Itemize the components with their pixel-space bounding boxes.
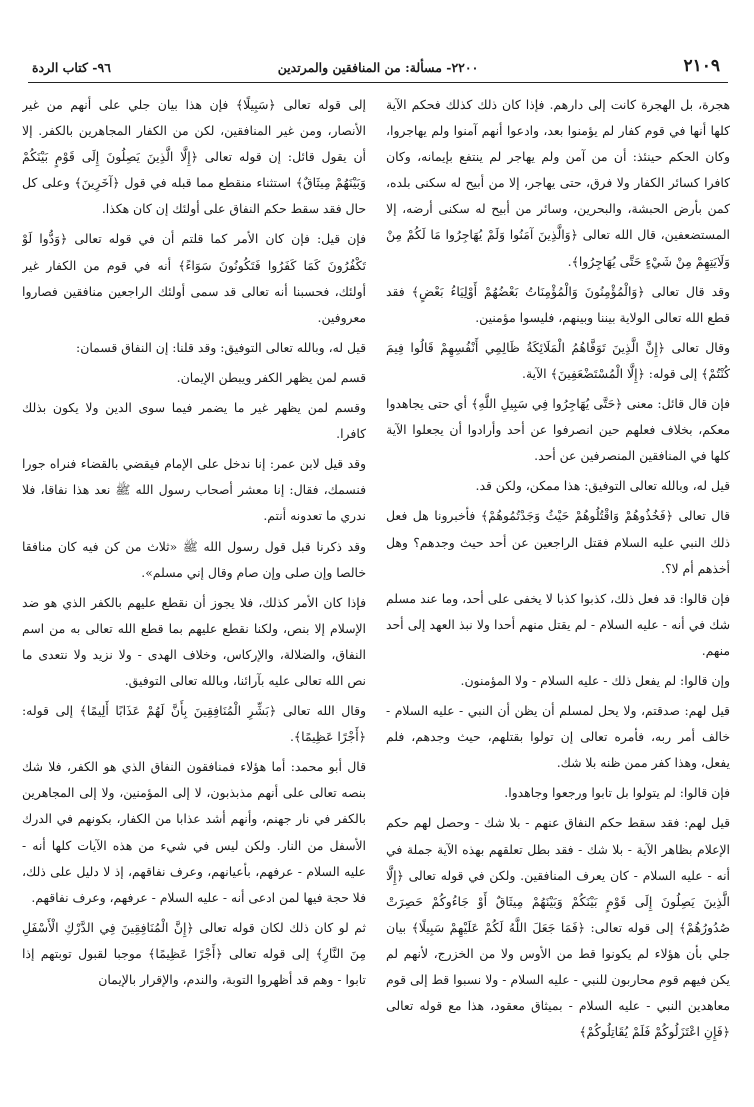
paragraph: وقال تعالى ﴿إِنَّ الَّذِينَ تَوَفَّاهُمُ الْمَلَائِكَةُ ظَالِمِي أَنْفُسِهِمْ قَالُوا فِيمَ كُنْتُمْ﴾ إلى قوله: ﴿إِلَّا الْمُسْتَضْعَفِينَ﴾ الآية. [386,339,730,381]
paragraph: إلى قوله تعالى ﴿سَبِيلًا﴾ فإن هذا بيان جلي على أنهم من غير الأنصار، ومن غير المنافقين، لكن من الكفار المجاهرين بالكفر. إلا أن يقول قائل: إن قوله تعالى ﴿إِلَّا الَّذِينَ يَصِلُونَ إِلَى قَوْمٍ بَيْنَكُمْ وَبَيْنَهُمْ مِيثَاقٌ﴾ استثناء منقطع مما قبله في قول ﴿آخَرِينَ﴾ وعلى كل حال فقد سقط حكم النفاق على أولئك إن كان هكذا. [22,97,366,217]
book-title: ٩٦- كتاب الردة [32,60,111,75]
paragraph: قسم لمن يظهر الكفر ويبطن الإيمان. [176,369,366,385]
paragraph: ثم لو كان ذلك لكان قوله تعالى ﴿إِنَّ الْمُنَافِقِينَ فِي الدَّرْكِ الْأَسْفَلِ مِنَ النَّارِ﴾ إلى قوله تعالى ﴿أَجْرًا عَظِيمًا﴾ موجبا لقبول توبتهم إذا تابوا - وهم قد أظهروا التوبة، والندم، والإقرار بالإيمان [22,919,366,987]
paragraph: قيل لهم: فقد سقط حكم النفاق عنهم - بلا شك - وحصل لهم حكم الإعلام بظاهر الآية - بلا شك - فقد بطل تعلقهم بهذه الآية جملة في أنه - عليه السلام - كان يعرف المنافقين. ولكن في قوله تعالى ﴿إِلَّا الَّذِينَ يَصِلُونَ إِلَى قَوْمٍ بَيْنَكُمْ وَبَيْنَهُمْ مِيثَاقٌ أَوْ جَاءُوكُمْ حَصِرَتْ صُدُورُهُمْ﴾ إلى قوله تعالى: ﴿فَمَا جَعَلَ اللَّهُ لَكُمْ عَلَيْهِمْ سَبِيلًا﴾ بيان جلي بأن هؤلاء لم يكونوا قط من الأوس ولا من الخزرج، لأنهم لم يكن فيهم قوم محاربون للنبي - عليه السلام - ولا نسبوا قط إلى قوم معاهدين النبي - عليه السلام - بميثاق معقود، هذا مع قوله تعالى ﴿فَإِنِ اعْتَزَلُوكُمْ فَلَمْ يُقَاتِلُوكُمْ﴾ [386,815,730,1040]
paragraph: فإن قالوا: قد فعل ذلك، كذبوا كذبا لا يخفى على أحد، وما عند مسلم شك في أنه - عليه السلام - لم يقتل منهم أحدا ولا نبذ العهد إلى أحد منهم. [386,590,730,658]
paragraph: فإن قال قائل: معنى ﴿حَتَّى يُهَاجِرُوا فِي سَبِيلِ اللَّهِ﴾ أي حتى يجاهدوا معكم، بخلاف فعلهم حين انصرفوا عن أحد وأرادوا أن يجعلوا الآية كلها في المنافقين المنصرفين عن أحد. [386,396,730,464]
section-title: ٢٢٠٠- مسألة: من المنافقين والمرتدين [277,60,479,75]
paragraph: وقد ذكرنا قبل قول رسول الله ﷺ «ثلاث من كن فيه كان منافقا خالصا وإن صلى وإن صام وقال إني مسلم». [22,538,366,580]
paragraph: قال أبو محمد: أما هؤلاء فمنافقون النفاق الذي هو الكفر، فلا شك بنصه تعالى على أنهم مذبذبون، لا إلى المؤمنين، ولا إلى المجاهرين بالكفر في نار جهنم، وأنهم أشد عذابا من الكفار، بكونهم في الدرك الأسفل من النار. ولكن ليس في شيء من هذه الآيات كلها أنه - عليه السلام - عرفهم، بأعيانهم، وعرف نفاقهم، إذ لا دليل على ذلك، فلا حجة فيها لمن ادعى أنه - عليه السلام - عرفهم، وعرف نفاقهم. [22,759,366,905]
paragraph: قال تعالى ﴿فَخُذُوهُمْ وَاقْتُلُوهُمْ حَيْثُ وَجَدْتُمُوهُمْ﴾ فأخبرونا هل فعل ذلك النبي عليه السلام فقتل الراجعين عن أحد حيث وجدهم؟ وهل أخذهم أم لا؟. [386,508,730,576]
paragraph: وإن قالوا: لم يفعل ذلك - عليه السلام - ولا المؤمنون. [460,672,730,688]
paragraph: فإن قيل: فإن كان الأمر كما قلتم أن في قوله تعالى ﴿وَدُّوا لَوْ تَكْفُرُونَ كَمَا كَفَرُوا فَتَكُونُونَ سَوَاءً﴾ أنه في قوم من الكفار غير أولئك، فحسبنا أنه تعالى قد سمى أولئك الراجعين منافقين فصاروا معروفين. [22,231,366,325]
left-text-column [22,92,366,1092]
paragraph: وقد قيل لابن عمر: إنا ندخل على الإمام فيقضي بالقضاء فنراه جورا فنسمك، فقال: إنا معشر أصحاب رسول الله ﷺ نعد هذا نفاقا، فلا ندري ما تعدونه أنتم. [22,456,366,524]
paragraph: قيل لهم: صدقتم، ولا يحل لمسلم أن يظن أن النبي - عليه السلام - خالف أمر ربه، فأمره تعالى إن تولوا بقتلهم، حيث وجدهم، فلم يفعل، وهذا كفر ممن ظنه بلا شك. [386,703,730,771]
paragraph: قيل له، وبالله تعالى التوفيق: وقد قلنا: إن النفاق قسمان: [76,339,366,355]
paragraph: فإذا كان الأمر كذلك، فلا يجوز أن نقطع عليهم بالكفر الذي هو ضد الإسلام إلا بنص، ولكنا نقطع عليهم بما قطع الله تعالى به من اسم النفاق، والضلالة، والإركاس، وخلاف الهدى - ولا نزيد ولا نتعدى ما نص الله تعالى عليه بآرائنا، وبالله تعالى التوفيق. [22,594,366,688]
paragraph: وقسم لمن يظهر غير ما يضمر فيما سوى الدين ولا يكون بذلك كافرا. [22,400,366,442]
right-text-column [386,92,730,1092]
paragraph: هجرة، بل الهجرة كانت إلى دارهم. فإذا كان ذلك كذلك فحكم الآية كلها أنها في قوم كفار لم يؤمنوا بعد، وادعوا أنهم آمنوا ولم يهاجروا، وكان الحكم حينئذ: أن من آمن ولم يهاجر لم ينتفع بإيمانه، وكان كافرا كسائر الكفار ولا فرق، حتى يهاجر، إلا من أبيح له سكنى بلده، كمن بأرض الحبشة، والبحرين، وسائر من أبيح له سكنى أرضه، إلا المستضعفين، قال الله تعالى ﴿وَالَّذِينَ آمَنُوا وَلَمْ يُهَاجِرُوا مَا لَكُمْ مِنْ وَلَايَتِهِمْ مِنْ شَيْءٍ حَتَّى يُهَاجِرُوا﴾. [386,97,730,269]
page-number: ٢١٠٩ [683,56,720,76]
paragraph: فإن قالوا: لم يتولوا بل تابوا ورجعوا وجاهدوا. [504,785,730,801]
paragraph: قيل له، وبالله تعالى التوفيق: هذا ممكن، ولكن قد. [475,478,730,494]
paragraph: وقال الله تعالى ﴿بَشِّرِ الْمُنَافِقِينَ بِأَنَّ لَهُمْ عَذَابًا أَلِيمًا﴾ إلى قوله: ﴿أَجْرًا عَظِيمًا﴾. [22,703,366,745]
running-header [28,52,728,83]
paragraph: وقد قال تعالى ﴿وَالْمُؤْمِنُونَ وَالْمُؤْمِنَاتُ بَعْضُهُمْ أَوْلِيَاءُ بَعْضٍ﴾ فقد قطع الله تعالى الولاية بيننا وبينهم، فليسوا مؤمنين. [386,283,730,325]
